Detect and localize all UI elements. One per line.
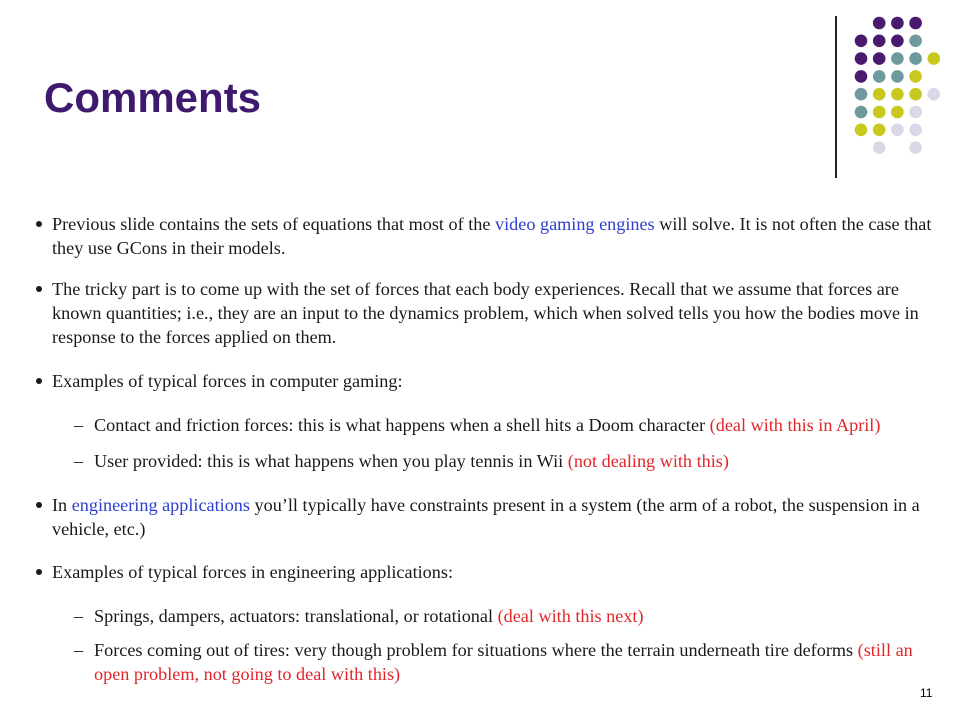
decorative-dot: [855, 35, 868, 48]
decorative-dot: [891, 106, 904, 119]
note-not-dealing: (not dealing with this): [567, 451, 729, 471]
decorative-dot: [909, 141, 922, 154]
bullet-item-1: Previous slide contains the sets of equations that most of the video gaming engines will solve. It is not often the case that they use GCons in their models.: [30, 212, 938, 260]
sub-item-user-provided: – User provided: this is what happens when you play tennis in Wii (not dealing with this): [74, 451, 729, 471]
decorative-dot: [909, 35, 922, 48]
decorative-dot: [891, 52, 904, 65]
decorative-dot: [873, 88, 886, 101]
slide-title: Comments: [44, 74, 262, 121]
note-deal-in-april: (deal with this in April): [709, 415, 881, 435]
sub-item-tire-forces: – Forces coming out of tires: very though problem for situations where the terrain underneath tire deforms (still an open problem, not going to deal with this): [74, 640, 913, 684]
decorative-dot: [891, 70, 904, 83]
bullet-item-3: Examples of typical forces in computer gaming:: [30, 369, 938, 393]
bullet-item-2: The tricky part is to come up with the set of forces that each body experiences. Recall that we assume that forces are known quantities; i.e., they are an input to the dynamics problem, which when solved tells you how the bodies move in response to the forces applied on them.: [30, 277, 938, 349]
dash-marker: –: [74, 415, 84, 435]
decorative-dot: [909, 106, 922, 119]
decorative-dot: [855, 88, 868, 101]
sub-item-springs-dampers: – Springs, dampers, actuators: translational, or rotational (deal with this next): [74, 606, 644, 626]
page-number: 11: [920, 686, 933, 700]
decorative-dot: [873, 106, 886, 119]
bullet-item-5: Examples of typical forces in engineering applications:: [30, 560, 938, 584]
decorative-dot: [855, 106, 868, 119]
decorative-dot: [855, 70, 868, 83]
decorative-dot: [909, 88, 922, 101]
highlight-video-gaming-engines: video gaming engines: [495, 214, 655, 234]
dash-marker: –: [74, 640, 84, 660]
dash-marker: –: [74, 451, 84, 471]
decorative-dot: [873, 35, 886, 48]
dash-marker: –: [74, 606, 84, 626]
bullet-marker: [32, 493, 46, 517]
decorative-dot: [909, 124, 922, 137]
bullet-item-4: In engineering applications you’ll typically have constraints present in a system (the arm of a robot, the suspension in a vehicle, etc.): [30, 493, 938, 541]
decorative-dot: [909, 52, 922, 65]
decorative-dot: [891, 88, 904, 101]
decorative-dot: [855, 52, 868, 65]
bullet-marker: [32, 560, 46, 584]
highlight-engineering-applications: engineering applications: [71, 495, 250, 515]
slide-body: [30, 212, 938, 686]
decorative-dot: [909, 17, 922, 30]
decorative-dot: [891, 124, 904, 137]
decorative-dot: [909, 70, 922, 83]
bullet-marker: [32, 212, 46, 236]
decorative-dot: [873, 141, 886, 154]
decorative-dot: [891, 35, 904, 48]
note-deal-next: (deal with this next): [497, 606, 644, 626]
decorative-dot: [873, 70, 886, 83]
decorative-dot: [855, 124, 868, 137]
decorative-dot: [873, 124, 886, 137]
decorative-dot: [891, 17, 904, 30]
note-open-problem: (still an open problem, not going to deal with this): [94, 640, 913, 684]
decorative-dot: [873, 17, 886, 30]
bullet-marker: [32, 369, 46, 393]
decorative-dot: [928, 88, 941, 101]
decorative-vertical-line: [835, 16, 837, 178]
decorative-dot: [928, 52, 941, 65]
bullet-marker: [32, 277, 46, 301]
decorative-dot: [873, 52, 886, 65]
sub-item-contact-friction: – Contact and friction forces: this is what happens when a shell hits a Doom character (deal with this in April): [74, 415, 881, 435]
